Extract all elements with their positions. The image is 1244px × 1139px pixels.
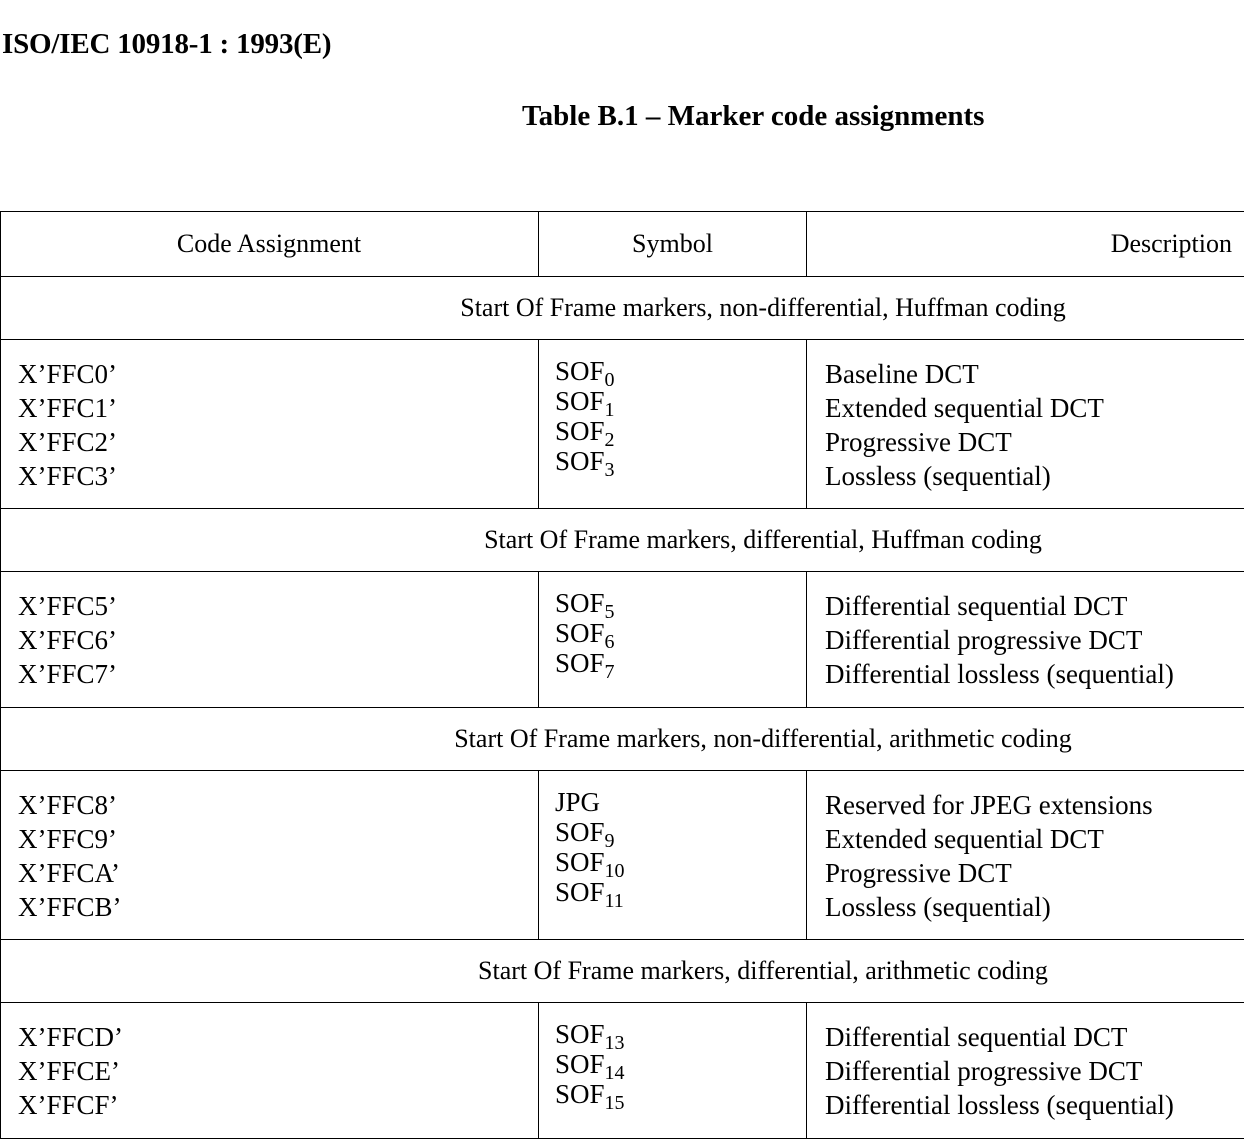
marker-code: X’FFCD’ (18, 1022, 124, 1052)
symbol-subscript: 13 (604, 1032, 625, 1054)
section-row (0, 509, 1244, 572)
table-header-row (0, 212, 1244, 277)
marker-symbol (555, 588, 615, 623)
marker-code: X’FFC0’ (18, 359, 118, 389)
marker-description: Progressive DCT (825, 427, 1012, 457)
section-title: Start Of Frame markers, differential, arithmetic coding (478, 956, 1048, 985)
marker-symbol (555, 386, 615, 421)
marker-description: Differential lossless (sequential) (825, 659, 1174, 689)
section-row (0, 708, 1244, 771)
marker-symbol (555, 416, 615, 451)
marker-code: X’FFC7’ (18, 659, 118, 689)
marker-symbol (555, 356, 615, 391)
symbol-text: SOF (555, 356, 605, 386)
section-row (0, 277, 1244, 340)
marker-code: X’FFC2’ (18, 427, 118, 457)
table-title: Table B.1 – Marker code assignments (522, 100, 985, 132)
marker-symbol (555, 877, 625, 912)
marker-description: Baseline DCT (825, 359, 979, 389)
symbol-subscript: 10 (604, 860, 625, 882)
symbol-subscript: 9 (604, 830, 615, 852)
marker-description: Differential progressive DCT (825, 1056, 1143, 1086)
marker-symbol (555, 787, 625, 817)
marker-description: Reserved for JPEG extensions (825, 790, 1153, 820)
symbol-subscript: 5 (604, 601, 615, 623)
marker-code: X’FFCB’ (18, 892, 122, 922)
marker-symbol (555, 847, 625, 882)
marker-description: Differential progressive DCT (825, 625, 1143, 655)
symbol-text: JPG (555, 787, 601, 817)
description-cell (825, 788, 1153, 924)
column-header-symbol: Symbol (632, 229, 713, 258)
marker-code: X’FFC3’ (18, 461, 118, 491)
symbol-text: SOF (555, 817, 605, 847)
symbol-cell (555, 588, 615, 683)
symbol-cell (555, 787, 625, 912)
column-header-code: Code Assignment (176, 229, 362, 258)
description-cell (825, 1020, 1174, 1122)
section-title: Start Of Frame markers, non-differential, arithmetic coding (454, 724, 1072, 753)
marker-description: Lossless (sequential) (825, 892, 1051, 922)
symbol-subscript: 15 (604, 1092, 625, 1114)
symbol-text: SOF (555, 618, 605, 648)
symbol-subscript: 14 (604, 1062, 625, 1084)
symbol-text: SOF (555, 386, 605, 416)
symbol-subscript: 11 (604, 890, 624, 912)
symbol-text: SOF (555, 847, 605, 877)
section-title: Start Of Frame markers, differential, Huffman coding (484, 525, 1042, 554)
code-cell (18, 788, 122, 924)
marker-symbol (555, 446, 615, 481)
section-row (0, 940, 1244, 1003)
symbol-subscript: 2 (604, 429, 615, 451)
marker-code: X’FFC1’ (18, 393, 118, 423)
symbol-text: SOF (555, 1049, 605, 1079)
marker-description: Differential sequential DCT (825, 1022, 1128, 1052)
code-cell (18, 1020, 123, 1122)
marker-symbol (555, 817, 625, 852)
code-cell (18, 357, 117, 493)
column-header-description: Description (1110, 229, 1232, 258)
marker-code: X’FFC6’ (18, 625, 118, 655)
symbol-subscript: 6 (604, 631, 615, 653)
marker-description: Extended sequential DCT (825, 393, 1104, 423)
symbol-text: SOF (555, 1079, 605, 1109)
marker-description: Differential sequential DCT (825, 591, 1128, 621)
symbol-text: SOF (555, 416, 605, 446)
symbol-cell (555, 356, 615, 481)
section-title: Start Of Frame markers, non-differential, Huffman coding (460, 293, 1066, 322)
description-cell (825, 589, 1174, 691)
symbol-text: SOF (555, 446, 605, 476)
symbol-text: SOF (555, 648, 605, 678)
symbol-text: SOF (555, 1019, 605, 1049)
marker-code: X’FFC8’ (18, 790, 118, 820)
symbol-subscript: 0 (604, 369, 615, 391)
symbol-text: SOF (555, 588, 605, 618)
section-data-row (0, 572, 1244, 708)
marker-description: Progressive DCT (825, 858, 1012, 888)
marker-description: Lossless (sequential) (825, 461, 1051, 491)
marker-symbol (555, 618, 615, 653)
symbol-cell (555, 1019, 625, 1114)
symbol-subscript: 7 (604, 661, 615, 683)
marker-symbol (555, 648, 615, 683)
symbol-subscript: 3 (604, 459, 615, 481)
marker-code: X’FFC5’ (18, 591, 118, 621)
symbol-text: SOF (555, 877, 605, 907)
marker-code: X’FFCF’ (18, 1090, 119, 1120)
marker-symbol (555, 1049, 625, 1084)
marker-description: Differential lossless (sequential) (825, 1090, 1174, 1120)
section-data-row (0, 340, 1244, 509)
marker-code: X’FFCE’ (18, 1056, 121, 1086)
symbol-subscript: 1 (604, 399, 615, 421)
marker-code: X’FFCA’ (18, 858, 121, 888)
marker-code-table (0, 211, 1244, 1139)
section-data-row (0, 1003, 1244, 1139)
marker-code: X’FFC9’ (18, 824, 118, 854)
marker-symbol (555, 1079, 625, 1114)
marker-symbol (555, 1019, 625, 1054)
marker-description: Extended sequential DCT (825, 824, 1104, 854)
section-data-row (0, 771, 1244, 940)
description-cell (825, 357, 1104, 493)
code-cell (18, 589, 117, 691)
document-header: ISO/IEC 10918-1 : 1993(E) (2, 28, 332, 60)
